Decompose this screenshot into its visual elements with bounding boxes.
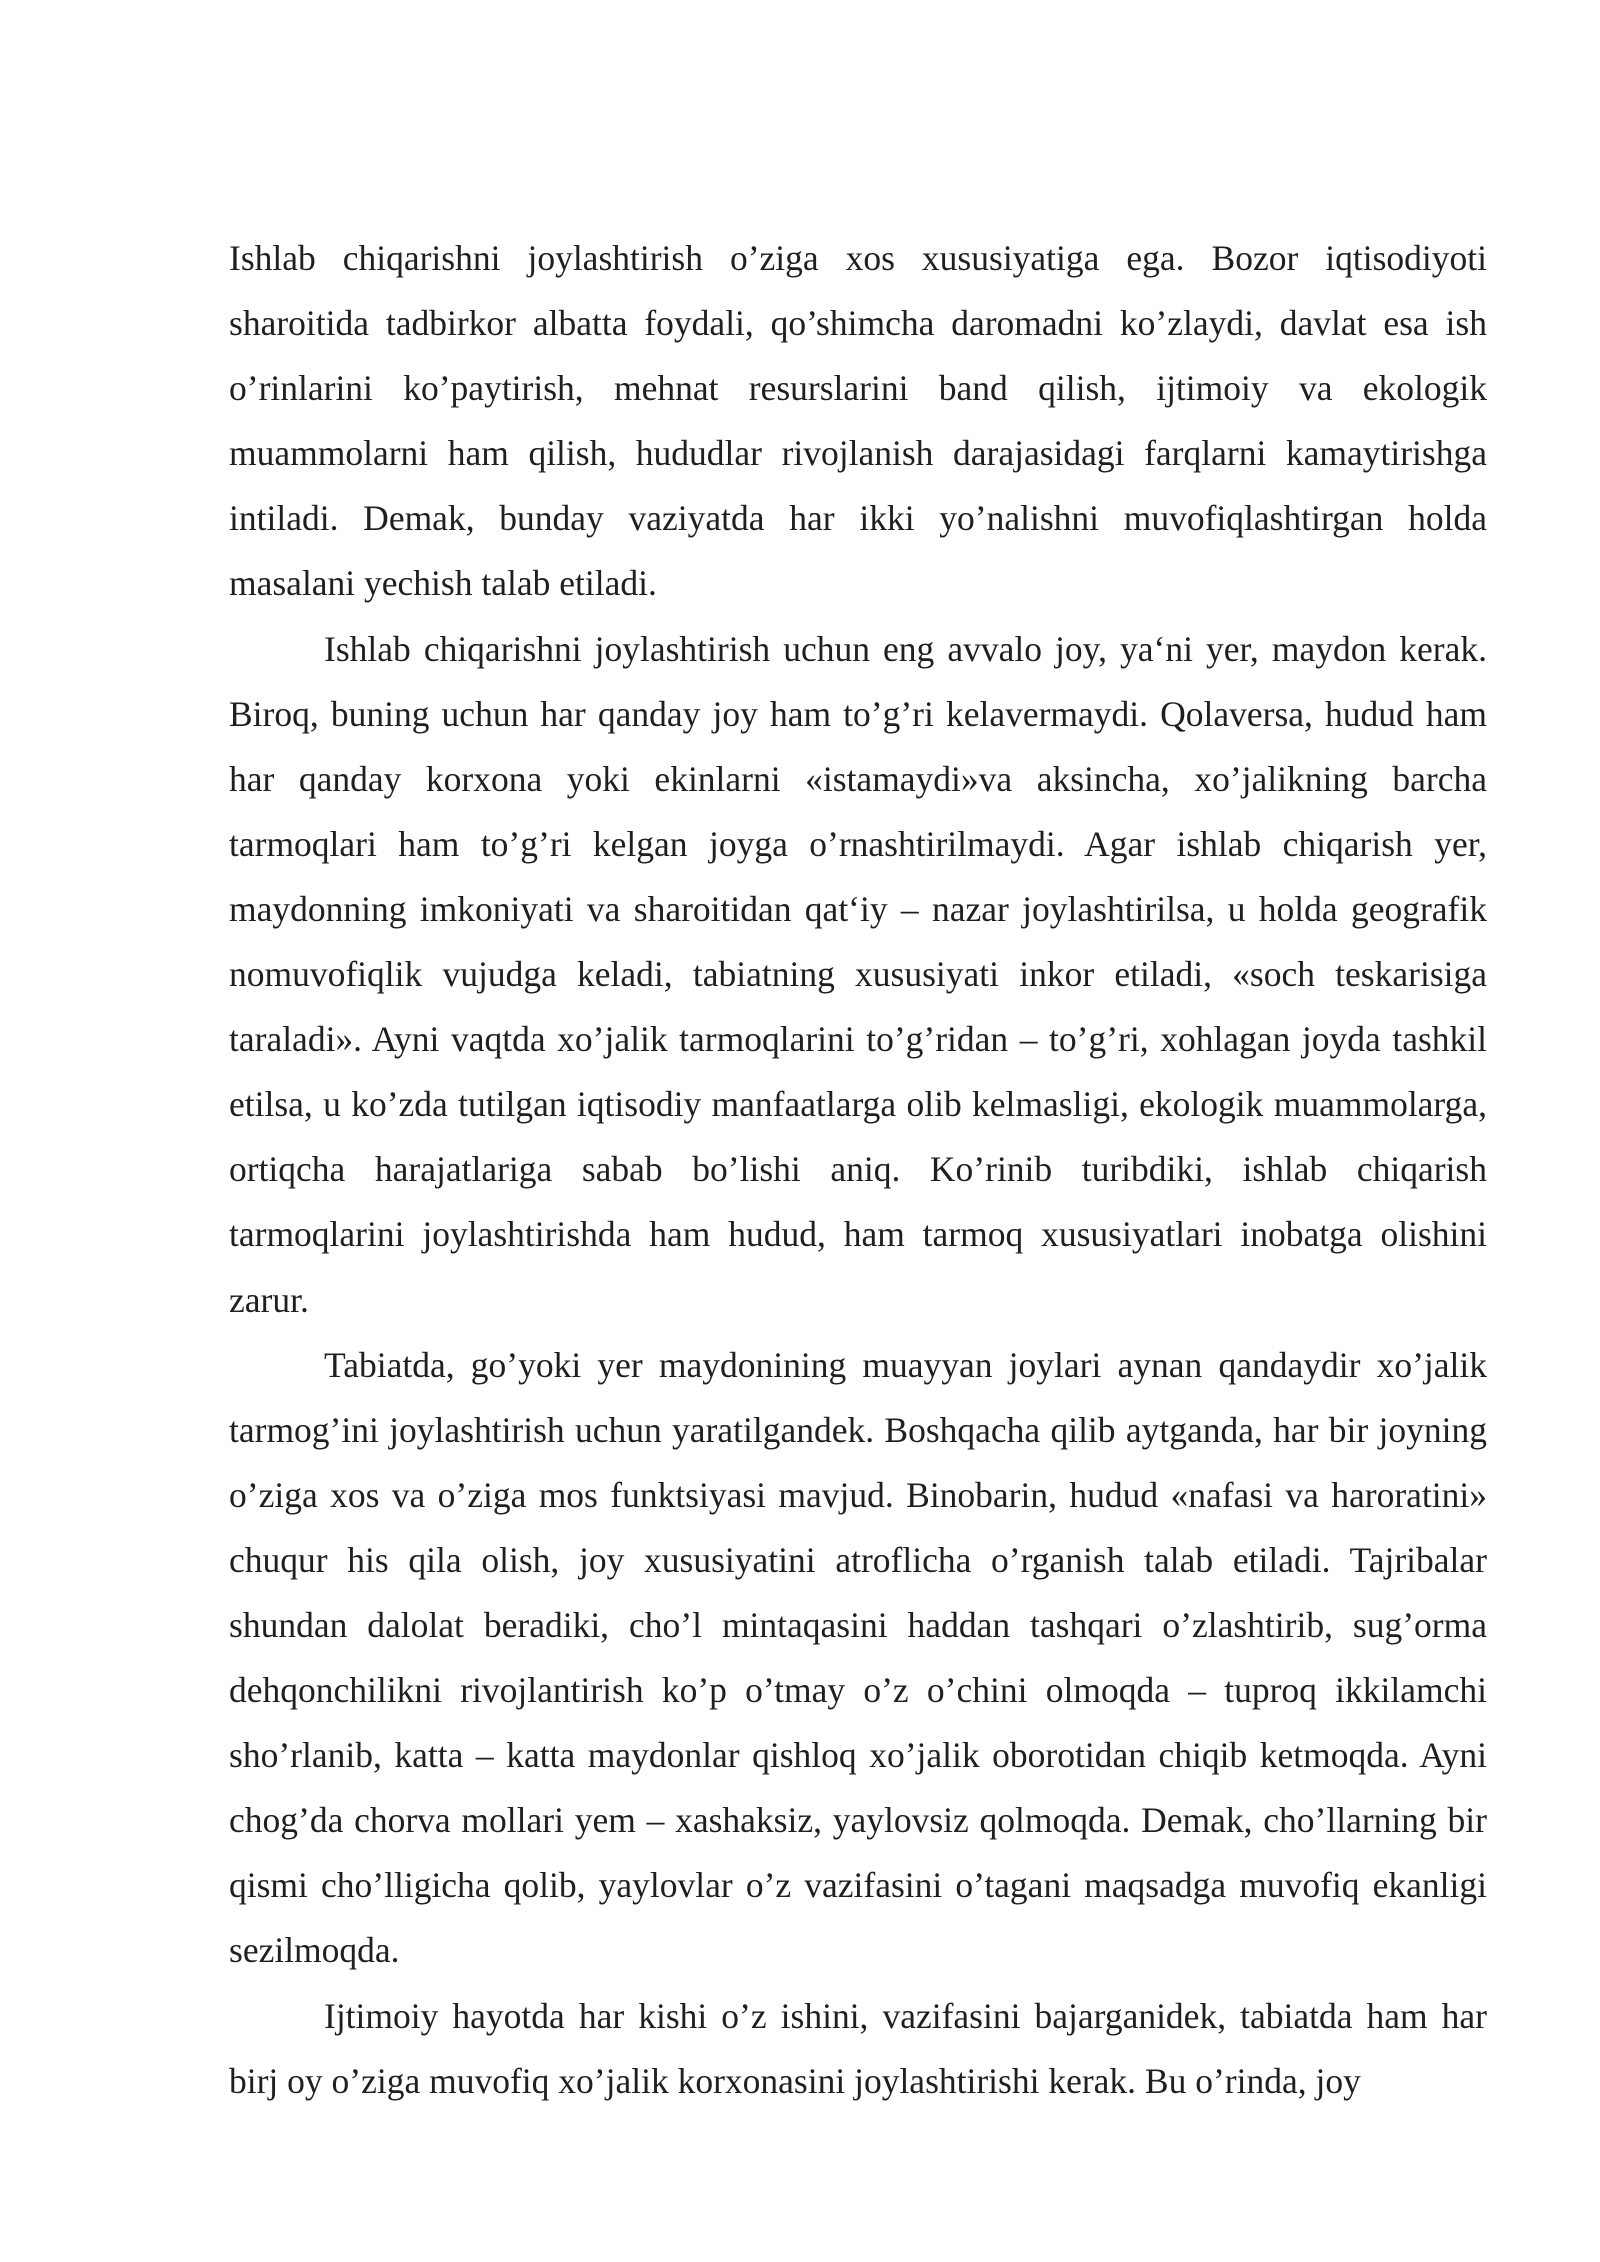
paragraph-4: Ijtimoiy hayotda har kishi o’z ishini, vazifasini bajarganidek, tabiatda ham har birj oy o’ziga muvofiq xo’jalik korxonasini joylashtirishi kerak. Bu o’rinda, joy xyxy=(229,1995,1487,2101)
document-body xyxy=(229,226,1487,2114)
paragraph-1: Ishlab chiqarishni joylashtirish o’ziga xos xususiyatiga ega. Bozor iqtisodiyoti sharoitida tadbirkor albatta foydali, qo’shimcha daromadni ko’zlaydi, davlat esa ish o’rinlarini ko’paytirish, mehnat resurslarini band qilish, ijtimoiy va ekologik muammolarni ham qilish, hududlar rivojlanish darajasidagi farqlarni kamaytirishga intiladi. Demak, bunday vaziyatda har ikki yo’nalishni muvofiqlashtirgan holda masalani yechish talab etiladi. xyxy=(229,238,1487,604)
paragraph-2: Ishlab chiqarishni joylashtirish uchun eng avvalo joy, ya‘ni yer, maydon kerak. Biroq, buning uchun har qanday joy ham to’g’ri kelavermaydi. Qolaversa, hudud ham har qanday korxona yoki ekinlarni «istamaydi»va aksincha, xo’jalikning barcha tarmoqlari ham to’g’ri kelgan joyga o’rnashtirilmaydi. Agar ishlab chiqarish yer, maydonning imkoniyati va sharoitidan qat‘iy – nazar joylashtirilsa, u holda geografik nomuvofiqlik vujudga keladi, tabiatning xususiyati inkor etiladi, «soch teskarisiga taraladi». Ayni vaqtda xo’jalik tarmoqlarini to’g’ridan – to’g’ri, xohlagan joyda tashkil etilsa, u ko’zda tutilgan iqtisodiy manfaatlarga olib kelmasligi, ekologik muammolarga, ortiqcha harajatlariga sabab bo’lishi aniq. Ko’rinib turibdiki, ishlab chiqarish tarmoqlarini joylashtirishda ham hudud, ham tarmoq xususiyatlari inobatga olishini zarur. xyxy=(229,628,1487,1320)
paragraph-3: Tabiatda, go’yoki yer maydonining muayyan joylari aynan qandaydir xo’jalik tarmog’ini joylashtirish uchun yaratilgandek. Boshqacha qilib aytganda, har bir joyning o’ziga xos va o’ziga mos funktsiyasi mavjud. Binobarin, hudud «nafasi va haroratini» chuqur his qila olish, joy xususiyatini atroflicha o’rganish talab etiladi. Tajribalar shundan dalolat beradiki, cho’l mintaqasini haddan tashqari o’zlashtirib, sug’orma dehqonchilikni rivojlantirish ko’p o’tmay o’z o’chini olmoqda – tuproq ikkilamchi sho’rlanib, katta – katta maydonlar qishloq xo’jalik oborotidan chiqib ketmoqda. Ayni chog’da chorva mollari yem – xashaksiz, yaylovsiz qolmoqda. Demak, cho’llarning bir qismi cho’lligicha qolib, yaylovlar o’z vazifasini o’tagani maqsadga muvofiq ekanligi sezilmoqda. xyxy=(229,1344,1487,1971)
